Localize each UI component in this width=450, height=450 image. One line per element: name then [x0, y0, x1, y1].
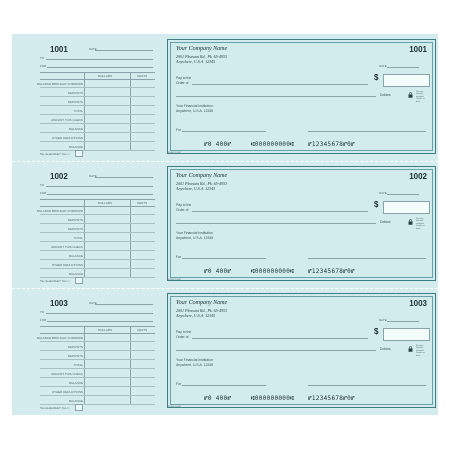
padlock-icon: [408, 219, 413, 225]
check-stub: [12, 161, 161, 288]
date-line[interactable]: [387, 194, 419, 195]
stub-for-line[interactable]: [47, 321, 153, 322]
memo-label: For: [176, 255, 182, 259]
amount-box[interactable]: [383, 201, 430, 214]
stub-date-line[interactable]: [95, 50, 153, 51]
stub-date-label: DATE: [89, 174, 97, 178]
ledger-row-label: DEPOSITS: [67, 218, 83, 222]
stub-ledger: [37, 72, 155, 150]
check: [167, 293, 436, 408]
dollars-label: Dollars: [380, 347, 391, 351]
ledger-row-label: AMOUNT THIS CHECK: [51, 118, 83, 122]
ledger-cents-header: CENTS: [137, 201, 148, 205]
bank-address: Anywhere, U.S.A. 12345: [176, 109, 214, 113]
ledger-row[interactable]: [40, 142, 155, 151]
ledger-row[interactable]: [40, 369, 155, 378]
micr-check-number: ⑈0 400⑈: [204, 395, 232, 402]
payee-line[interactable]: [192, 84, 368, 85]
memo-label: For: [176, 128, 182, 132]
micr-check-number: ⑈0 400⑈: [204, 268, 232, 275]
ledger-row[interactable]: [40, 396, 155, 405]
ledger-row[interactable]: [40, 88, 155, 97]
ledger-row-label: OTHER DEDUCTIONS: [51, 390, 83, 394]
ledger-row-label: TOTAL: [73, 109, 83, 113]
stub-check-number: 1002: [50, 172, 68, 181]
stub-date-line[interactable]: [95, 304, 153, 305]
ledger-row-label: TOTAL: [73, 363, 83, 367]
stub-to-label: TO: [40, 183, 45, 187]
stub-tax-checkbox[interactable]: [75, 277, 83, 284]
payee-line[interactable]: [192, 338, 368, 339]
security-note: Security features included. Details on back.: [416, 91, 425, 103]
signature-line[interactable]: [308, 131, 426, 132]
micr-account-number: ⑈12345678⑈0⑈: [308, 395, 355, 402]
bank-name: Your Financial Institution: [176, 231, 213, 235]
stub-to-line[interactable]: [46, 59, 153, 60]
check-number: 1002: [409, 172, 427, 181]
ledger-row-label: AMOUNT THIS CHECK: [51, 372, 83, 376]
dollar-sign: $: [374, 327, 379, 336]
ledger-row[interactable]: [40, 251, 155, 260]
ledger-row[interactable]: [40, 215, 155, 224]
padlock-icon: [408, 92, 413, 98]
stub-check-number: 1001: [50, 45, 68, 54]
date-label: DATE: [379, 191, 387, 195]
ledger-row-label: BALANCE BROUGHT FORWARD: [37, 82, 83, 86]
check-number: 1001: [409, 45, 427, 54]
stub-date-label: DATE: [89, 47, 97, 51]
ledger-row-label: BALANCE: [68, 381, 83, 385]
ledger-row-label: DEPOSITS: [67, 227, 83, 231]
order-of-label: Order of: [176, 208, 189, 212]
ledger-row[interactable]: [37, 206, 155, 215]
stub-tax-checkbox[interactable]: [75, 150, 83, 157]
micr-account-number: ⑈12345678⑈0⑈: [308, 268, 355, 275]
ledger-row-label: OTHER DEDUCTIONS: [51, 136, 83, 140]
check-footer-text: ORDER FORM: [167, 152, 181, 154]
order-of-label: Order of: [176, 335, 189, 339]
check-row: [12, 161, 438, 288]
stub-for-label: FOR: [40, 191, 47, 195]
ledger-row-label: DEPOSITS: [67, 100, 83, 104]
memo-line[interactable]: [182, 131, 266, 132]
stub-for-line[interactable]: [47, 67, 153, 68]
stub-tax-checkbox[interactable]: [75, 404, 83, 411]
stub-date-label: DATE: [89, 301, 97, 305]
ledger-row[interactable]: [40, 269, 155, 278]
ledger-dollars-header: DOLLARS: [98, 74, 113, 78]
stub-to-line[interactable]: [46, 313, 153, 314]
dollar-sign: $: [374, 73, 379, 82]
ledger-row-label: BALANCE: [68, 145, 83, 149]
company-address-line2: Anywhere, U.S.A. 12345: [176, 313, 216, 318]
ledger-row[interactable]: [40, 260, 155, 269]
company-address-line1: 2001 Pleasant Rd., Pk. 65-4953: [176, 54, 227, 59]
order-of-label: Order of: [176, 81, 189, 85]
ledger-row-label: BALANCE: [68, 254, 83, 258]
ledger-row[interactable]: [40, 97, 155, 106]
ledger-row[interactable]: [40, 224, 155, 233]
micr-routing-number: ⑆000000000⑆: [251, 395, 295, 402]
stub-to-line[interactable]: [46, 186, 153, 187]
amount-words-line[interactable]: [176, 223, 376, 224]
check-stub: [12, 34, 161, 161]
amount-box[interactable]: [383, 74, 430, 87]
stub-tax-label: Tax deductible? Yes □: [40, 279, 70, 283]
amount-words-line[interactable]: [176, 350, 376, 351]
ledger-row[interactable]: [40, 233, 155, 242]
company-address-line2: Anywhere, U.S.A. 12345: [176, 59, 216, 64]
ledger-row-label: BALANCE: [68, 399, 83, 403]
ledger-cents-header: CENTS: [137, 74, 148, 78]
ledger-dollars-header: DOLLARS: [98, 328, 113, 332]
pay-to-label: Pay to the: [176, 203, 192, 207]
company-name: Your Company Name: [176, 173, 228, 179]
check: [167, 39, 436, 154]
bank-name: Your Financial Institution: [176, 104, 213, 108]
company-name: Your Company Name: [176, 46, 228, 52]
ledger-row[interactable]: [40, 124, 155, 133]
stub-tax-label: Tax deductible? Yes □: [40, 406, 70, 410]
check-stub: [12, 288, 161, 415]
stub-date-line[interactable]: [95, 177, 153, 178]
memo-line[interactable]: [182, 385, 266, 386]
ledger-row-label: BALANCE BROUGHT FORWARD: [37, 336, 83, 340]
perforation-line: [12, 288, 438, 289]
ledger-row[interactable]: [40, 342, 155, 351]
ledger-row-label: OTHER DEDUCTIONS: [51, 263, 83, 267]
date-label: DATE: [379, 318, 387, 322]
ledger-row[interactable]: [40, 106, 155, 115]
perforation-line: [12, 161, 438, 162]
date-label: DATE: [379, 64, 387, 68]
security-note: Security features included. Details on back.: [416, 218, 425, 230]
stub-for-label: FOR: [40, 64, 47, 68]
check-row: [12, 288, 438, 415]
ledger-row[interactable]: [40, 351, 155, 360]
check-sheet: [12, 34, 438, 415]
ledger-row-label: DEPOSITS: [67, 354, 83, 358]
ledger-row[interactable]: [37, 333, 155, 342]
ledger-row-label: AMOUNT THIS CHECK: [51, 245, 83, 249]
ledger-row-label: BALANCE BROUGHT FORWARD: [37, 209, 83, 213]
micr-routing-number: ⑆000000000⑆: [251, 141, 295, 148]
amount-box[interactable]: [383, 328, 430, 341]
company-name: Your Company Name: [176, 300, 228, 306]
stub-for-line[interactable]: [47, 194, 153, 195]
security-note: Security features included. Details on back.: [416, 345, 425, 357]
stub-ledger: [37, 199, 155, 277]
bank-address: Anywhere, U.S.A. 12345: [176, 236, 214, 240]
signature-line[interactable]: [308, 385, 426, 386]
date-line[interactable]: [387, 321, 419, 322]
micr-check-number: ⑈0 400⑈: [204, 141, 232, 148]
ledger-row-label: BALANCE: [68, 272, 83, 276]
dollars-label: Dollars: [380, 93, 391, 97]
ledger-row-label: DEPOSITS: [67, 91, 83, 95]
pay-to-label: Pay to the: [176, 330, 192, 334]
bank-address: Anywhere, U.S.A. 12345: [176, 363, 214, 367]
check-footer-text: ORDER FORM: [167, 279, 181, 281]
stub-tax-label: Tax deductible? Yes □: [40, 152, 70, 156]
check-row: [12, 34, 438, 161]
ledger-row-label: DEPOSITS: [67, 345, 83, 349]
ledger-row[interactable]: [40, 360, 155, 369]
memo-label: For: [176, 382, 182, 386]
stub-to-label: TO: [40, 310, 45, 314]
check-footer-text: ORDER FORM: [167, 406, 181, 408]
micr-routing-number: ⑆000000000⑆: [251, 268, 295, 275]
memo-line[interactable]: [182, 258, 266, 259]
ledger-row[interactable]: [40, 115, 155, 124]
stub-ledger: [37, 326, 155, 404]
check-number: 1003: [409, 299, 427, 308]
ledger-cents-header: CENTS: [137, 328, 148, 332]
check: [167, 166, 436, 281]
company-address-line2: Anywhere, U.S.A. 12345: [176, 186, 216, 191]
ledger-row[interactable]: [40, 378, 155, 387]
amount-words-line[interactable]: [176, 96, 376, 97]
padlock-icon: [408, 346, 413, 352]
dollars-label: Dollars: [380, 220, 391, 224]
payee-line[interactable]: [192, 211, 368, 212]
ledger-row[interactable]: [40, 242, 155, 251]
company-address-line1: 2001 Pleasant Rd., Pk. 65-4953: [176, 308, 227, 313]
company-address-line1: 2001 Pleasant Rd., Pk. 65-4953: [176, 181, 227, 186]
ledger-row[interactable]: [37, 79, 155, 88]
stub-to-label: TO: [40, 56, 45, 60]
pay-to-label: Pay to the: [176, 76, 192, 80]
stub-check-number: 1003: [50, 299, 68, 308]
stub-for-label: FOR: [40, 318, 47, 322]
bank-name: Your Financial Institution: [176, 358, 213, 362]
ledger-row-label: BALANCE: [68, 127, 83, 131]
ledger-row[interactable]: [40, 133, 155, 142]
ledger-dollars-header: DOLLARS: [98, 201, 113, 205]
ledger-row[interactable]: [40, 387, 155, 396]
ledger-row-label: TOTAL: [73, 236, 83, 240]
date-line[interactable]: [387, 67, 419, 68]
micr-account-number: ⑈12345678⑈0⑈: [308, 141, 355, 148]
dollar-sign: $: [374, 200, 379, 209]
signature-line[interactable]: [308, 258, 426, 259]
